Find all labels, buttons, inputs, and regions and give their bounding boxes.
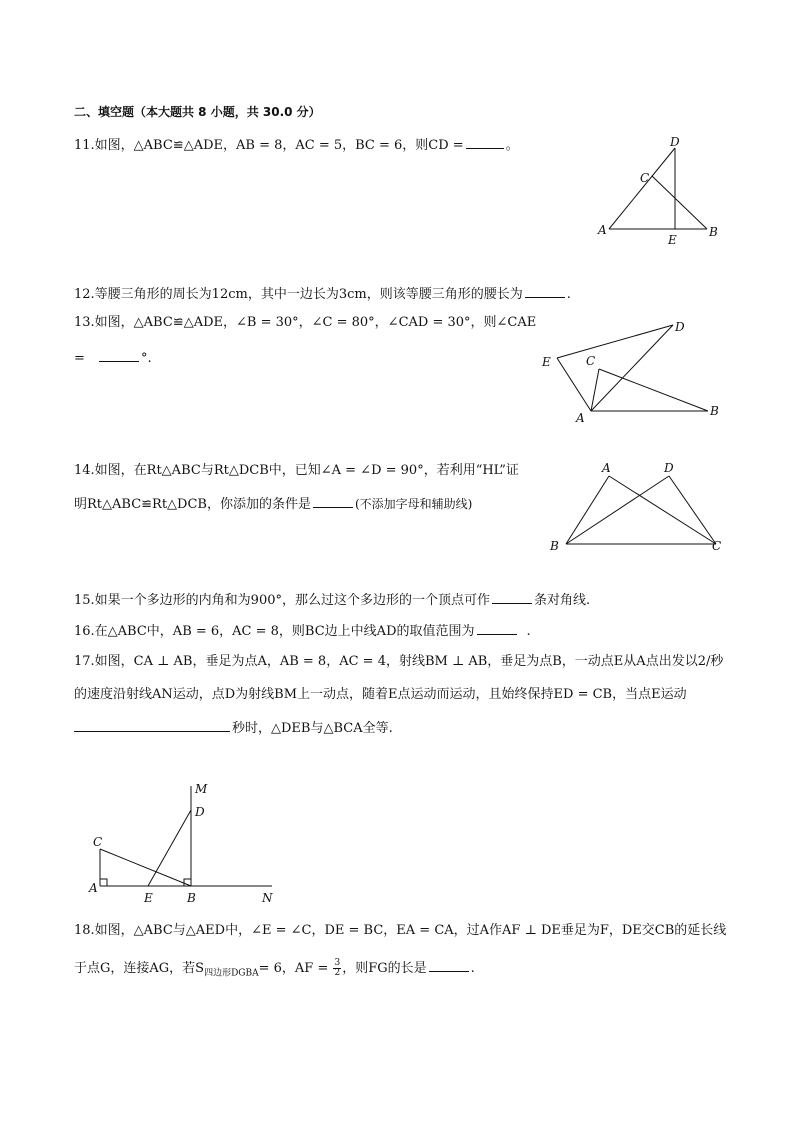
label-a: A — [602, 461, 611, 475]
label-a: A — [598, 223, 607, 237]
question-17-line-2: 的速度沿射线AN运动，点D为射线BM上一动点，随着E点运动而运动，且始终保持ED = CB，当点E运动 — [74, 687, 687, 702]
answer-blank-15[interactable] — [492, 590, 532, 604]
question-18-text-pre: 于点G，连接AG，若S — [74, 961, 205, 976]
question-15 — [74, 590, 590, 610]
question-12-text: 12.等腰三角形的周长为12cm，其中一边长为3cm，则该等腰三角形的腰长为 — [74, 287, 523, 302]
question-17-tail: 秒时，△DEB与△BCA全等. — [232, 721, 393, 736]
fraction-af — [333, 959, 341, 978]
figure-17 — [84, 780, 304, 910]
answer-blank-18[interactable] — [429, 958, 469, 972]
label-n: N — [262, 891, 273, 905]
segment-cb — [652, 176, 707, 229]
section-header: 二、填空题（本大题共 8 小题，共 30.0 分） — [74, 105, 321, 119]
question-15-text: 15.如果一个多边形的内角和为900°，那么过这个多边形的一个顶点可作 — [74, 593, 490, 608]
label-m: M — [195, 782, 208, 796]
question-13-line-2 — [74, 348, 152, 368]
segment-dc — [669, 476, 716, 544]
answer-blank-11[interactable] — [466, 135, 504, 149]
label-a: A — [576, 411, 585, 425]
question-13-line-1: 13.如图，△ABC≌△ADE，∠B = 30°，∠C = 80°，∠CAD = 30°，则∠CAE — [74, 315, 537, 330]
question-12 — [74, 284, 571, 304]
label-b: B — [550, 539, 559, 553]
label-c: C — [640, 171, 650, 185]
figure-13 — [538, 316, 728, 426]
question-18-text-post: ，则FG的长是 — [342, 961, 427, 976]
segment-ed — [148, 810, 191, 886]
question-14-line-2 — [74, 494, 472, 514]
question-17-line-1: 17.如图，CA ⊥ AB，垂足为点A，AB = 8，AC = 4，射线BM ⊥ AB，垂足为点B，一动点E从A点出发以2/秒 — [74, 654, 724, 669]
right-angle-mark-a — [100, 879, 107, 886]
question-12-tail: . — [566, 287, 571, 302]
label-e: E — [542, 355, 551, 369]
segment-db — [566, 476, 669, 544]
label-e: E — [668, 233, 677, 247]
segment-ac — [591, 369, 599, 411]
label-b: B — [710, 404, 719, 418]
label-d: D — [195, 805, 205, 819]
label-c: C — [712, 539, 722, 553]
label-c: C — [586, 354, 596, 368]
figure-14 — [546, 458, 736, 558]
fraction-denominator: 2 — [334, 968, 341, 978]
question-15-tail: 条对角线. — [534, 593, 591, 608]
question-18-subscript: 四边形DGBA — [204, 968, 259, 979]
question-13-equals: = — [74, 351, 85, 366]
label-d: D — [675, 320, 685, 334]
segment-ad — [591, 325, 673, 411]
question-14-text: 明Rt△ABC≌Rt△DCB，你添加的条件是 — [74, 497, 311, 512]
question-17-line-3 — [74, 718, 393, 738]
label-b: B — [709, 225, 718, 239]
question-11 — [74, 135, 519, 155]
question-16-text: 16.在△ABC中，AB = 6，AC = 8，则BC边上中线AD的取值范围为 — [74, 624, 475, 639]
question-11-tail: 。 — [505, 138, 519, 153]
segment-ab — [566, 476, 609, 544]
figure-11 — [592, 132, 732, 252]
question-16 — [74, 621, 531, 641]
question-14-tail: (不添加字母和辅助线) — [354, 497, 473, 511]
label-d: D — [664, 461, 674, 475]
answer-blank-16[interactable] — [477, 621, 517, 635]
question-14-line-1: 14.如图，在Rt△ABC与Rt△DCB中，已知∠A = ∠D = 90°，若利用“HL”证 — [74, 463, 519, 478]
question-18-line-2 — [74, 958, 475, 983]
segment-cb — [100, 849, 191, 886]
question-18-text-mid: = 6，AF = — [258, 961, 329, 976]
label-c: C — [93, 835, 103, 849]
segment-ed — [557, 325, 673, 358]
question-16-tail: . — [526, 624, 531, 639]
question-13-tail: °. — [141, 351, 152, 366]
answer-blank-12[interactable] — [525, 284, 565, 298]
question-18-tail: . — [470, 961, 475, 976]
segment-cb — [599, 369, 708, 411]
answer-blank-14[interactable] — [313, 494, 353, 508]
segment-ac — [609, 476, 716, 544]
label-b: B — [187, 891, 196, 905]
label-e: E — [144, 891, 153, 905]
label-a: A — [89, 881, 98, 895]
label-d: D — [670, 135, 680, 149]
answer-blank-17[interactable] — [74, 718, 230, 732]
answer-blank-13[interactable] — [99, 348, 139, 362]
fraction-numerator: 3 — [334, 958, 341, 968]
question-18-line-1: 18.如图，△ABC与△AED中，∠E = ∠C，DE = BC，EA = CA，过A作AF ⊥ DE垂足为F，DE交CB的延长线 — [74, 923, 727, 938]
question-11-text: 11.如图，△ABC≌△ADE，AB = 8，AC = 5，BC = 6，则CD = — [74, 138, 464, 153]
